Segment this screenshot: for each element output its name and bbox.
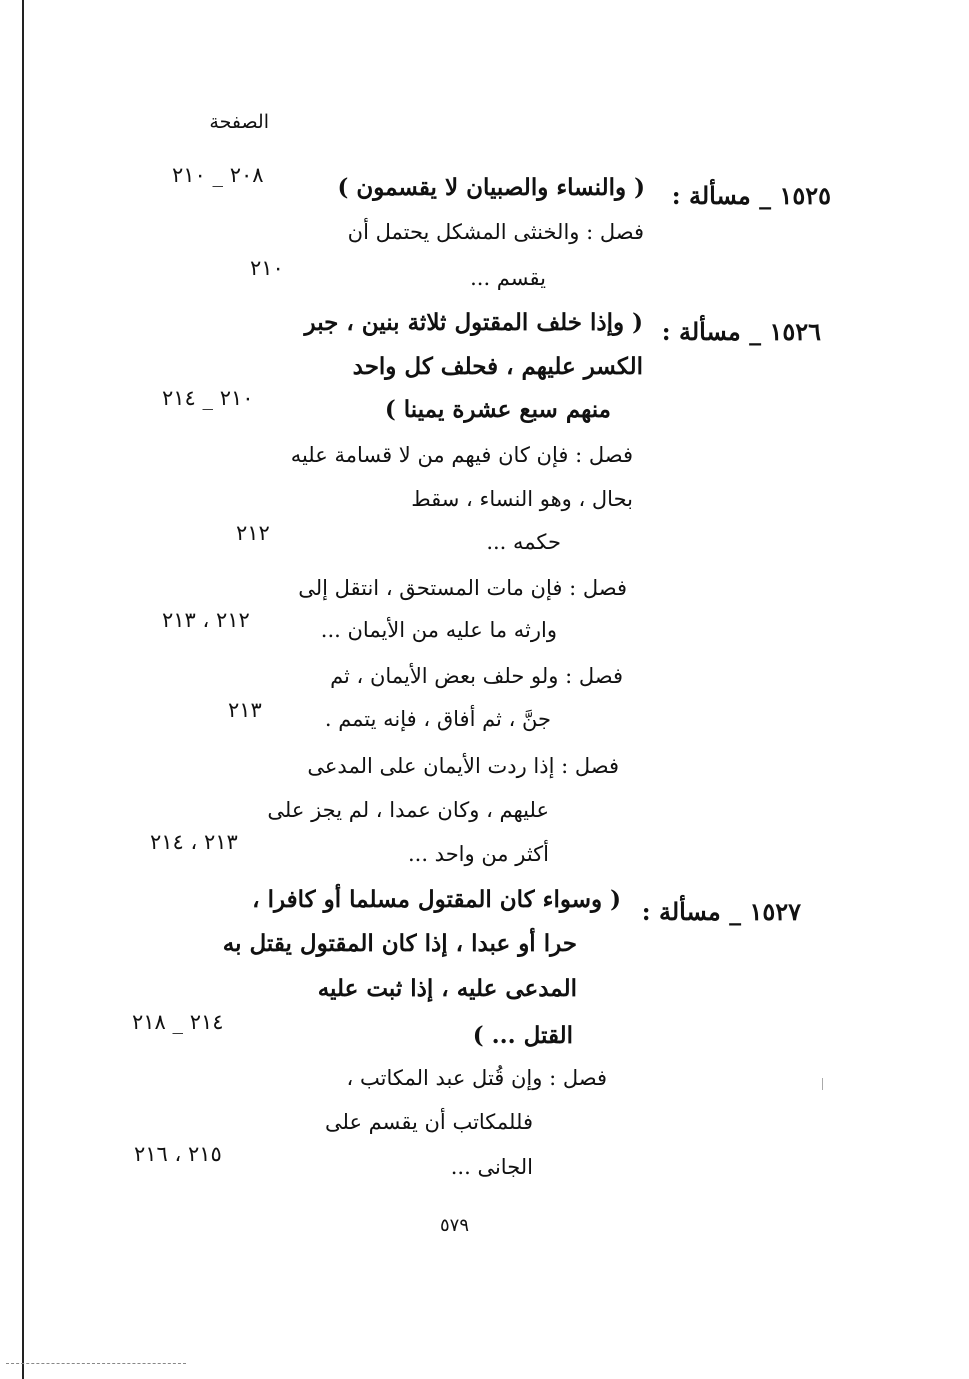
masala-question-line: حرا أو عبدا ، إذا كان المقتول يقتل به (222, 930, 577, 957)
fasl-line: فصل : فإن كان فيهم من لا قسامة عليه (290, 443, 633, 467)
fasl-line: يقسم ... (470, 266, 546, 290)
page-reference: ٢١٠ _ ٢١٤ (162, 386, 254, 410)
scan-edge-dashes (6, 1363, 186, 1364)
fasl-line: عليهم ، وكان عمدا ، لم يجز على (267, 798, 549, 822)
fasl-line: فصل : إذا ردت الأيمان على المدعى (307, 754, 619, 778)
page-number: ٥٧٩ (439, 1215, 469, 1236)
fasl-line: فصل : ولو حلف بعض الأيمان ، ثم (330, 664, 623, 688)
page-reference: ٢١٢ ، ٢١٣ (162, 608, 250, 632)
fasl-line: أكثر من واحد ... (407, 842, 549, 866)
page-reference: ٢١٥ ، ٢١٦ (134, 1142, 222, 1166)
fasl-line: فصل : والخنثى المشكل يحتمل أن (347, 220, 644, 244)
masala-number-1525: ١٥٢٥ _ مسألة : (671, 181, 831, 210)
masala-question-line: المدعى عليه ، إذا ثبت عليه (317, 975, 577, 1002)
page-reference: ٢١٤ _ ٢١٨ (132, 1010, 224, 1034)
masala-question-line: القتل ... ) (472, 1022, 573, 1049)
fasl-line: فصل : فإن مات المستحق ، انتقل إلى (298, 576, 627, 600)
masala-question-line: ( والنساء والصبيان لا يقسمون ) (337, 174, 645, 201)
binding-edge-line (22, 0, 24, 1379)
page-reference: ٢١٢ (236, 521, 270, 545)
masala-question-line: منهم سبع عشرة يمينا ) (384, 396, 611, 423)
scan-speck (822, 1078, 823, 1090)
page-column-header: الصفحة (209, 111, 269, 133)
fasl-line: وارثه ما عليه من الأيمان ... (320, 618, 557, 642)
masala-number-1527: ١٥٢٧ _ مسألة : (641, 897, 801, 926)
masala-question-line: الكسر عليهم ، فحلف كل واحد (352, 353, 643, 380)
fasl-line: فصل : وإن قُتل عبد المكاتب ، (346, 1066, 607, 1090)
page-reference: ٢١٠ (250, 256, 284, 280)
page-reference: ٢١٣ ، ٢١٤ (150, 830, 238, 854)
fasl-line: الجانى ... (450, 1155, 533, 1179)
masala-question-line: ( وإذا خلف المقتول ثلاثة بنين ، جبر (304, 309, 643, 336)
masala-question-line: ( وسواء كان المقتول مسلما أو كافرا ، (252, 886, 621, 913)
fasl-line: جنَّ ، ثم أفاق ، فإنه يتمم . (324, 707, 551, 731)
masala-number-1526: ١٥٢٦ _ مسألة : (661, 317, 821, 346)
page-reference: ٢٠٨ _ ٢١٠ (172, 163, 264, 187)
fasl-line: فللمكاتب أن يقسم على (325, 1110, 533, 1134)
fasl-line: بحال ، وهو النساء ، سقط (411, 487, 633, 511)
page-reference: ٢١٣ (228, 698, 262, 722)
fasl-line: حكمه ... (486, 530, 561, 554)
